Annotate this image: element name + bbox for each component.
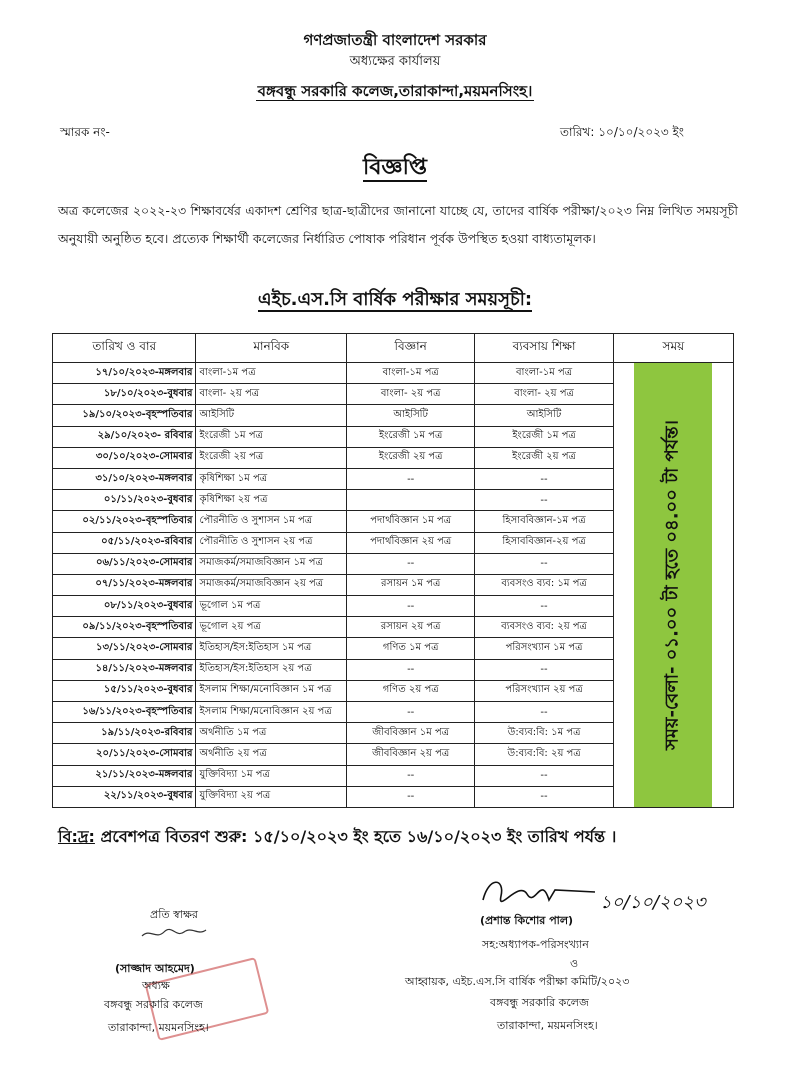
row-business: -- xyxy=(475,702,613,723)
row-date: ১৩/১১/২০২৩-সোমবার xyxy=(53,638,196,659)
row-business: উ:ব্যব:বি: ১ম পত্র xyxy=(475,723,613,744)
header-science: বিজ্ঞান xyxy=(347,334,475,363)
row-date: ১৯/১০/২০২৩-বৃহস্পতিবার xyxy=(53,405,196,426)
notice-date: তারিখ: ১০/১০/২০২৩ ইং xyxy=(560,125,684,139)
note-label: বি:দ্র: xyxy=(58,827,95,846)
row-humanities: পৌরনীতি ও সুশাসন ১ম পত্র xyxy=(196,511,347,532)
row-date: ২০/১১/২০২৩-সোমবার xyxy=(53,744,196,765)
row-science: রসায়ন ১ম পত্র xyxy=(347,574,475,595)
table-body xyxy=(53,363,734,808)
note-line xyxy=(58,824,616,851)
principal-address: তারাকান্দা, ময়মনসিংহ। xyxy=(108,1021,209,1034)
row-date: ৩০/১০/২০২৩-সোমবার xyxy=(53,447,196,468)
row-science: -- xyxy=(347,786,475,807)
row-business: উ:ব্যব:বি: ২য় পত্র xyxy=(475,744,613,765)
exam-schedule-table xyxy=(52,333,734,808)
row-humanities: ইংরেজী ২য় পত্র xyxy=(196,447,347,468)
row-humanities: ভূগোল ১ম পত্র xyxy=(196,596,347,617)
memo-number: স্মারক নং- xyxy=(60,125,110,139)
time-highlight xyxy=(634,363,712,807)
row-science: -- xyxy=(347,468,475,489)
row-business: পরিসংখ্যান ২য় পত্র xyxy=(475,680,613,701)
convener-name: (প্রশান্ত কিশোর পাল) xyxy=(480,914,574,927)
row-science: গণিত ২য় পত্র xyxy=(347,680,475,701)
notice-heading xyxy=(0,150,790,187)
row-humanities: সমাজকর্ম/সমাজবিজ্ঞান ১ম পত্র xyxy=(196,553,347,574)
row-date: ০৭/১১/২০২৩-মঙ্গলবার xyxy=(53,574,196,595)
row-date: ০৯/১১/২০২৩-বৃহস্পতিবার xyxy=(53,617,196,638)
header-time: সময় xyxy=(613,334,733,363)
convener-address: তারাকান্দা, ময়মনসিংহ। xyxy=(497,1019,598,1032)
row-business: আইসিটি xyxy=(475,405,613,426)
row-humanities: অর্থনীতি ১ম পত্র xyxy=(196,723,347,744)
row-science: পদার্থবিজ্ঞান ১ম পত্র xyxy=(347,511,475,532)
row-business: -- xyxy=(475,490,613,511)
row-business: ব্যবসংও ব্যব: ১ম পত্র xyxy=(475,574,613,595)
row-business: -- xyxy=(475,659,613,680)
row-date: ৩১/১০/২০২৩-মঙ্গলবার xyxy=(53,468,196,489)
row-science: ইংরেজী ২য় পত্র xyxy=(347,447,475,468)
handwritten-date: ১০/১০/২০২৩ xyxy=(600,892,706,913)
row-humanities: কৃষিশিক্ষা ১ম পত্র xyxy=(196,468,347,489)
row-humanities: বাংলা-১ম পত্র xyxy=(196,363,347,384)
office-title: অধ্যক্ষের কার্যালয় xyxy=(349,54,441,69)
row-business: ব্যবসংও ব্যব: ২য় পত্র xyxy=(475,617,613,638)
row-date: ০৫/১১/২০২৩-রবিবার xyxy=(53,532,196,553)
college-title-text: বঙ্গবন্ধু সরকারি কলেজ,তারাকান্দা,ময়মনসিংহ। xyxy=(257,82,533,100)
row-business: -- xyxy=(475,765,613,786)
row-business: বাংলা-১ম পত্র xyxy=(475,363,613,384)
table-header-row xyxy=(53,334,734,363)
row-date: ০১/১১/২০২৩-বুধবার xyxy=(53,490,196,511)
row-humanities: ইংরেজী ১ম পত্র xyxy=(196,426,347,447)
convener-role: সহ:অধ্যাপক-পরিসংখ্যান xyxy=(482,938,589,951)
row-humanities: যুক্তিবিদ্যা ২য় পত্র xyxy=(196,786,347,807)
row-science: জীববিজ্ঞান ২য় পত্র xyxy=(347,744,475,765)
row-humanities: ভূগোল ২য় পত্র xyxy=(196,617,347,638)
notice-paragraph: অত্র কলেজের ২০২২-২৩ শিক্ষাবর্ষের একাদশ শ্রেণির ছাত্র-ছাত্রীদের জানানো যাচ্ছে যে, তাদের বার্ষিক পরীক্ষা/২০২৩ নিম্ন লিখিত সময়সূচী অনুযায়ী অনুষ্ঠিত হবে। প্রত্যেক শিক্ষার্থী কলেজের নির্ধারিত পোষাক পরিধান পূর্বক উপস্থিত হওয়া বাধ্যতামূলক। xyxy=(58,203,738,246)
principal-role: অধ্যক্ষ xyxy=(142,979,170,992)
countersign-scribble xyxy=(140,924,210,942)
row-business: -- xyxy=(475,786,613,807)
convener-and: ও xyxy=(570,957,579,970)
college-title xyxy=(0,80,790,105)
notice-heading-text: বিজ্ঞপ্তি xyxy=(363,155,427,180)
countersign-label: প্রতি স্বাক্ষর xyxy=(150,908,198,921)
row-science: রসায়ন ২য় পত্র xyxy=(347,617,475,638)
row-business: বাংলা- ২য় পত্র xyxy=(475,384,613,405)
row-humanities: বাংলা- ২য় পত্র xyxy=(196,384,347,405)
row-business: ইংরেজী ১ম পত্র xyxy=(475,426,613,447)
time-cell xyxy=(613,363,733,808)
row-science: পদার্থবিজ্ঞান ২য় পত্র xyxy=(347,532,475,553)
row-humanities: যুক্তিবিদ্যা ১ম পত্র xyxy=(196,765,347,786)
row-humanities: ইসলাম শিক্ষা/মনোবিজ্ঞান ১ম পত্র xyxy=(196,680,347,701)
row-business: হিসাববিজ্ঞান-২য় পত্র xyxy=(475,532,613,553)
row-business: হিসাববিজ্ঞান-১ম পত্র xyxy=(475,511,613,532)
principal-college: বঙ্গবন্ধু সরকারি কলেজ xyxy=(104,998,203,1011)
row-business: -- xyxy=(475,468,613,489)
exam-time-text: সময়-বেলা- ০১.০০ টা হতে ০৪.০০ টা পর্যন্ত। xyxy=(661,420,683,750)
header-business: ব্যবসায় শিক্ষা xyxy=(475,334,613,363)
convener-college: বঙ্গবন্ধু সরকারি কলেজ xyxy=(490,996,589,1009)
note-text: প্রবেশপত্র বিতরণ শুরু: ১৫/১০/২০২৩ ইং হতে ১৬/১০/২০২৩ ইং তারিখ পর্যন্ত । xyxy=(94,827,617,846)
row-business: ইংরেজী ২য় পত্র xyxy=(475,447,613,468)
row-science: আইসিটি xyxy=(347,405,475,426)
header-humanities: মানবিক xyxy=(196,334,347,363)
row-humanities: সমাজকর্ম/সমাজবিজ্ঞান ২য় পত্র xyxy=(196,574,347,595)
row-humanities: ইতিহাস/ইস:ইতিহাস ১ম পত্র xyxy=(196,638,347,659)
row-date: ১৬/১১/২০২৩-বৃহস্পতিবার xyxy=(53,702,196,723)
row-humanities: ইসলাম শিক্ষা/মনোবিজ্ঞান ২য় পত্র xyxy=(196,702,347,723)
row-science: -- xyxy=(347,659,475,680)
row-science: বাংলা- ২য় পত্র xyxy=(347,384,475,405)
convener-signature xyxy=(475,870,605,915)
convener-committee: আহ্বায়ক, এইচ.এস.সি বার্ষিক পরীক্ষা কমিটি/২০২৩ xyxy=(405,975,630,988)
row-date: ২২/১১/২০২৩-বুধবার xyxy=(53,786,196,807)
row-date: ১৪/১১/২০২৩-মঙ্গলবার xyxy=(53,659,196,680)
row-science: ইংরেজী ১ম পত্র xyxy=(347,426,475,447)
government-title: গণপ্রজাতন্ত্রী বাংলাদেশ সরকার xyxy=(303,31,487,49)
row-humanities: ইতিহাস/ইস:ইতিহাস ২য় পত্র xyxy=(196,659,347,680)
row-humanities: কৃষিশিক্ষা ২য় পত্র xyxy=(196,490,347,511)
row-science: জীববিজ্ঞান ১ম পত্র xyxy=(347,723,475,744)
row-date: ১৯/১১/২০২৩-রবিবার xyxy=(53,723,196,744)
principal-name: (সাজ্জাদ আহমেদ) xyxy=(115,962,195,975)
row-business: -- xyxy=(475,553,613,574)
row-science: গণিত ১ম পত্র xyxy=(347,638,475,659)
row-science: -- xyxy=(347,702,475,723)
row-science xyxy=(347,490,475,511)
table-row xyxy=(53,363,734,384)
row-date: ০২/১১/২০২৩-বৃহস্পতিবার xyxy=(53,511,196,532)
schedule-title-text: এইচ.এস.সি বার্ষিক পরীক্ষার সময়সূচী: xyxy=(257,289,533,310)
header-date: তারিখ ও বার xyxy=(53,334,196,363)
row-humanities: পৌরনীতি ও সুশাসন ২য় পত্র xyxy=(196,532,347,553)
row-date: ১৮/১০/২০২৩-বুধবার xyxy=(53,384,196,405)
row-science: বাংলা-১ম পত্র xyxy=(347,363,475,384)
row-science: -- xyxy=(347,596,475,617)
row-date: ০৬/১১/২০২৩-সোমবার xyxy=(53,553,196,574)
row-date: ২৯/১০/২০২৩- রবিবার xyxy=(53,426,196,447)
row-science: -- xyxy=(347,553,475,574)
row-date: ২১/১১/২০২৩-মঙ্গলবার xyxy=(53,765,196,786)
row-science: -- xyxy=(347,765,475,786)
row-humanities: অর্থনীতি ২য় পত্র xyxy=(196,744,347,765)
row-date: ০৮/১১/২০২৩-বুধবার xyxy=(53,596,196,617)
row-business: পরিসংখ্যান ১ম পত্র xyxy=(475,638,613,659)
row-date: ১৭/১০/২০২৩-মঙ্গলবার xyxy=(53,363,196,384)
row-humanities: আইসিটি xyxy=(196,405,347,426)
schedule-title xyxy=(0,285,790,316)
row-business: -- xyxy=(475,596,613,617)
row-date: ১৫/১১/২০২৩-বুধবার xyxy=(53,680,196,701)
